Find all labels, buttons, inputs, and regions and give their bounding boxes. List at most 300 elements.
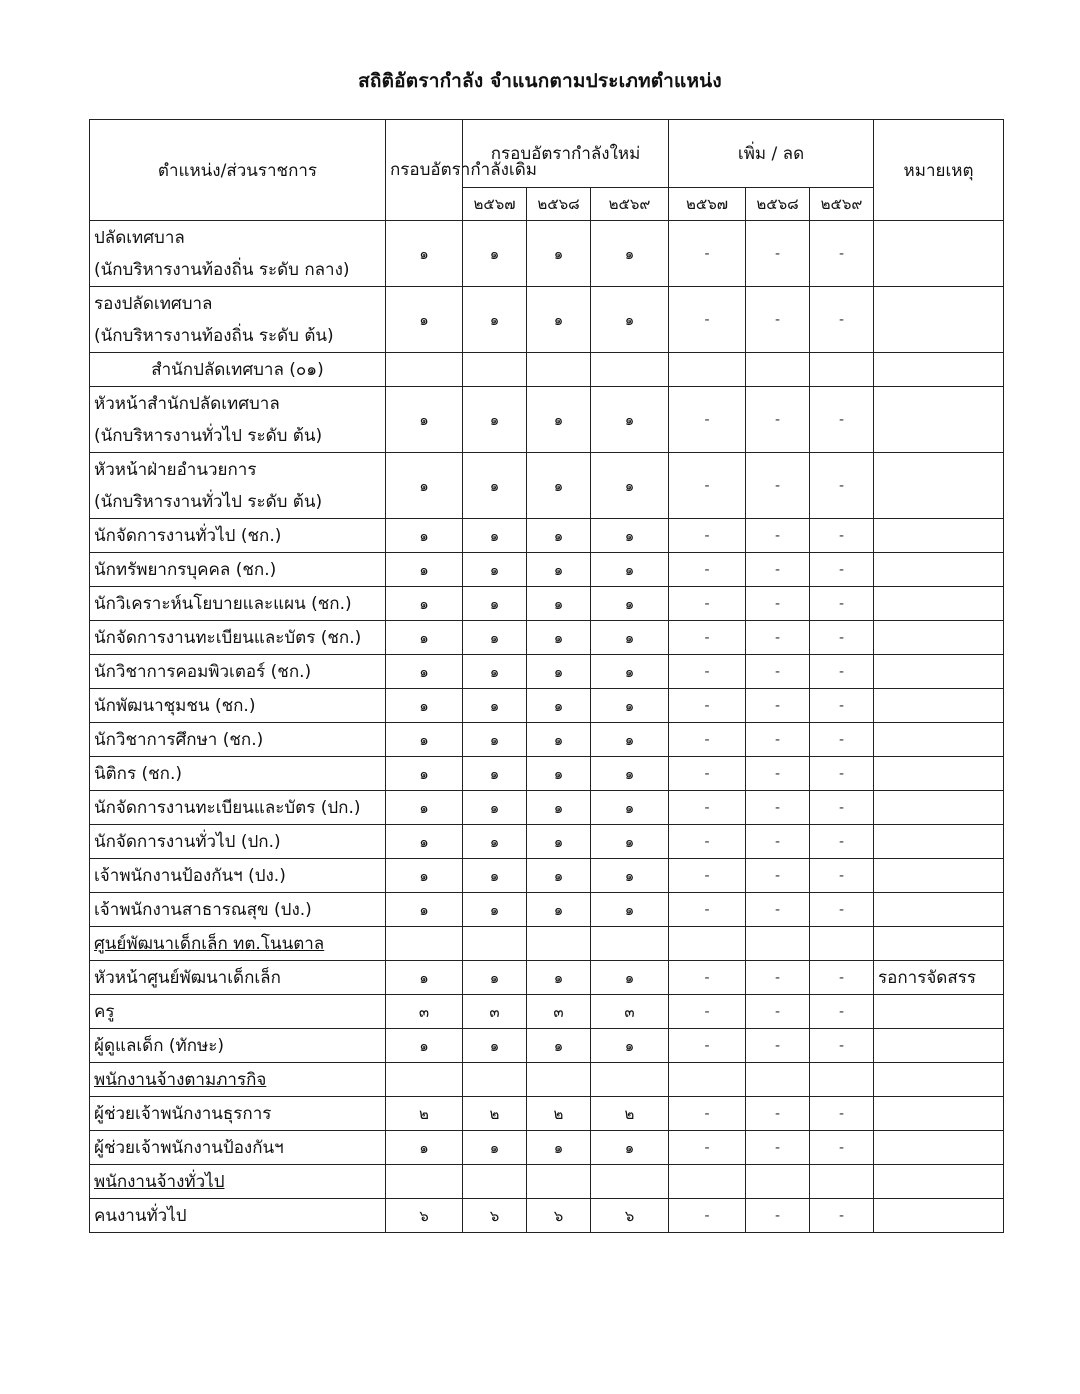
cell-new-2568: ๑: [527, 893, 591, 927]
section-heading: ศูนย์พัฒนาเด็กเล็ก ทต.โนนตาล: [90, 927, 386, 961]
header-change-year: ๒๕๖๗: [669, 188, 746, 221]
cell-change-2569: -: [810, 757, 874, 791]
cell-change-2568: -: [746, 1029, 810, 1063]
table-row: [90, 553, 1004, 587]
empty-cell: [386, 927, 463, 961]
cell-change-2567: -: [669, 893, 746, 927]
empty-cell: [527, 353, 591, 387]
empty-cell: [463, 1165, 527, 1199]
cell-new-2568: ๑: [527, 655, 591, 689]
cell-change-2569: -: [810, 587, 874, 621]
cell-new-2569: ๑: [591, 453, 669, 519]
position-line: (นักบริหารงานทั่วไป ระดับ ต้น): [94, 425, 323, 446]
cell-old-frame: ๑: [386, 825, 463, 859]
position-line: ผู้ดูแลเด็ก (ทักษะ): [94, 1035, 225, 1056]
table-row: [90, 995, 1004, 1029]
table-body: [90, 221, 1004, 1233]
position-line: หัวหน้าศูนย์พัฒนาเด็กเล็ก: [94, 967, 281, 988]
cell-position: [90, 1029, 386, 1063]
cell-new-2567: ๓: [463, 995, 527, 1029]
cell-new-2568: ๑: [527, 723, 591, 757]
table-row: [90, 1199, 1004, 1233]
empty-cell: [669, 927, 746, 961]
empty-cell: [591, 353, 669, 387]
cell-note: [874, 221, 1004, 287]
cell-note: [874, 723, 1004, 757]
cell-new-2569: ๑: [591, 791, 669, 825]
table-row: [90, 1097, 1004, 1131]
position-line: เจ้าพนักงานป้องกันฯ (ปง.): [94, 865, 286, 886]
cell-position: [90, 1097, 386, 1131]
empty-cell: [463, 353, 527, 387]
empty-cell: [463, 1063, 527, 1097]
cell-change-2567: -: [669, 723, 746, 757]
cell-change-2569: -: [810, 961, 874, 995]
table-row: [90, 587, 1004, 621]
empty-cell: [527, 927, 591, 961]
cell-change-2567: -: [669, 961, 746, 995]
cell-position: [90, 621, 386, 655]
page-title: สถิติอัตรากำลัง จำแนกตามประเภทตำแหน่ง: [358, 70, 722, 92]
cell-change-2568: -: [746, 893, 810, 927]
cell-position: [90, 825, 386, 859]
cell-new-2568: ๑: [527, 453, 591, 519]
cell-old-frame: ๑: [386, 757, 463, 791]
cell-new-2568: ๑: [527, 791, 591, 825]
position-line: นักจัดการงานทั่วไป (ชก.): [94, 525, 282, 546]
cell-new-2568: ๑: [527, 961, 591, 995]
cell-note: [874, 655, 1004, 689]
cell-new-2569: ๑: [591, 587, 669, 621]
cell-change-2567: -: [669, 519, 746, 553]
cell-position: [90, 519, 386, 553]
section-row: [90, 1165, 1004, 1199]
header-change-year: ๒๕๖๘: [746, 188, 810, 221]
table-row: [90, 1029, 1004, 1063]
empty-cell: [874, 353, 1004, 387]
cell-change-2567: -: [669, 453, 746, 519]
cell-new-2569: ๑: [591, 893, 669, 927]
cell-note: [874, 287, 1004, 353]
position-line: นักวิเคราะห์นโยบายและแผน (ชก.): [94, 593, 352, 614]
cell-note: [874, 1097, 1004, 1131]
cell-new-2569: ๑: [591, 859, 669, 893]
position-line: นักพัฒนาชุมชน (ชก.): [94, 695, 256, 716]
position-line: นิติกร (ชก.): [94, 763, 182, 784]
cell-position: [90, 387, 386, 453]
cell-new-2567: ๑: [463, 519, 527, 553]
cell-note: [874, 689, 1004, 723]
position-line: รองปลัดเทศบาล: [94, 293, 213, 314]
cell-position: [90, 893, 386, 927]
empty-cell: [669, 1165, 746, 1199]
cell-new-2569: ๑: [591, 553, 669, 587]
header-new-year: ๒๕๖๙: [591, 188, 669, 221]
cell-change-2567: -: [669, 587, 746, 621]
cell-change-2567: -: [669, 1029, 746, 1063]
cell-change-2568: -: [746, 387, 810, 453]
cell-change-2567: -: [669, 1131, 746, 1165]
position-line: คนงานทั่วไป: [94, 1205, 187, 1226]
cell-change-2567: -: [669, 221, 746, 287]
cell-change-2567: -: [669, 689, 746, 723]
cell-note: [874, 553, 1004, 587]
cell-new-2569: ๑: [591, 757, 669, 791]
cell-new-2568: ๑: [527, 221, 591, 287]
cell-new-2569: ๑: [591, 689, 669, 723]
cell-change-2568: -: [746, 791, 810, 825]
cell-new-2568: ๒: [527, 1097, 591, 1131]
position-line: เจ้าพนักงานสาธารณสุข (ปง.): [94, 899, 312, 920]
empty-cell: [874, 927, 1004, 961]
cell-new-2568: ๑: [527, 387, 591, 453]
position-line: นักทรัพยากรบุคคล (ชก.): [94, 559, 277, 580]
cell-change-2569: -: [810, 1199, 874, 1233]
section-row: [90, 1063, 1004, 1097]
cell-change-2569: -: [810, 1029, 874, 1063]
cell-new-2567: ๑: [463, 621, 527, 655]
header-position: ตำแหน่ง/ส่วนราชการ: [90, 120, 386, 221]
cell-new-2568: ๑: [527, 519, 591, 553]
cell-position: [90, 757, 386, 791]
cell-change-2567: -: [669, 791, 746, 825]
cell-change-2569: -: [810, 453, 874, 519]
cell-change-2568: -: [746, 287, 810, 353]
cell-note: [874, 893, 1004, 927]
cell-new-2569: ๑: [591, 655, 669, 689]
cell-note: [874, 587, 1004, 621]
cell-new-2567: ๑: [463, 387, 527, 453]
cell-new-2569: ๑: [591, 1029, 669, 1063]
cell-new-2568: ๓: [527, 995, 591, 1029]
position-line: ผู้ช่วยเจ้าพนักงานป้องกันฯ: [94, 1137, 284, 1158]
cell-change-2567: -: [669, 995, 746, 1029]
cell-new-2569: ๑: [591, 221, 669, 287]
cell-change-2569: -: [810, 287, 874, 353]
cell-new-2568: ๑: [527, 621, 591, 655]
cell-change-2569: -: [810, 655, 874, 689]
cell-note: [874, 453, 1004, 519]
cell-change-2568: -: [746, 587, 810, 621]
cell-change-2568: -: [746, 1097, 810, 1131]
position-line: ปลัดเทศบาล: [94, 227, 185, 248]
cell-note: [874, 791, 1004, 825]
cell-new-2568: ๑: [527, 689, 591, 723]
cell-position: [90, 221, 386, 287]
cell-new-2569: ๑: [591, 1131, 669, 1165]
empty-cell: [746, 927, 810, 961]
cell-new-2567: ๑: [463, 553, 527, 587]
table-row: [90, 723, 1004, 757]
cell-new-2569: ๑: [591, 723, 669, 757]
cell-change-2567: -: [669, 621, 746, 655]
cell-old-frame: ๒: [386, 1097, 463, 1131]
table-row: [90, 621, 1004, 655]
header-note: หมายเหตุ: [874, 120, 1004, 221]
cell-change-2569: -: [810, 689, 874, 723]
cell-change-2568: -: [746, 453, 810, 519]
header-new-frame: กรอบอัตรากำลังใหม่: [463, 120, 669, 188]
cell-change-2567: -: [669, 553, 746, 587]
cell-note: [874, 757, 1004, 791]
cell-change-2568: -: [746, 689, 810, 723]
cell-new-2569: ๖: [591, 1199, 669, 1233]
cell-new-2567: ๑: [463, 961, 527, 995]
cell-note: รอการจัดสรร: [874, 961, 1004, 995]
cell-change-2568: -: [746, 995, 810, 1029]
cell-new-2568: ๑: [527, 757, 591, 791]
cell-note: [874, 621, 1004, 655]
cell-change-2567: -: [669, 825, 746, 859]
position-line: ผู้ช่วยเจ้าพนักงานธุรการ: [94, 1103, 272, 1124]
cell-note: [874, 859, 1004, 893]
table-row: [90, 519, 1004, 553]
position-line: ครู: [94, 1001, 115, 1022]
cell-old-frame: ๑: [386, 587, 463, 621]
cell-new-2568: ๑: [527, 287, 591, 353]
cell-new-2567: ๑: [463, 221, 527, 287]
cell-old-frame: ๓: [386, 995, 463, 1029]
position-line: นักจัดการงานทะเบียนและบัตร (ชก.): [94, 627, 362, 648]
position-line: (นักบริหารงานท้องถิ่น ระดับ กลาง): [94, 259, 350, 280]
cell-position: [90, 655, 386, 689]
cell-change-2569: -: [810, 893, 874, 927]
cell-new-2567: ๑: [463, 1029, 527, 1063]
cell-old-frame: ๑: [386, 453, 463, 519]
cell-change-2569: -: [810, 825, 874, 859]
table-row: [90, 221, 1004, 287]
cell-new-2569: ๑: [591, 621, 669, 655]
cell-old-frame: ๑: [386, 1029, 463, 1063]
table-row: [90, 1131, 1004, 1165]
cell-new-2568: ๑: [527, 825, 591, 859]
position-line: นักจัดการงานทะเบียนและบัตร (ปก.): [94, 797, 361, 818]
cell-new-2567: ๑: [463, 859, 527, 893]
cell-new-2568: ๑: [527, 1131, 591, 1165]
section-heading: สำนักปลัดเทศบาล (๐๑): [90, 353, 386, 387]
cell-new-2567: ๑: [463, 689, 527, 723]
cell-old-frame: ๑: [386, 221, 463, 287]
cell-new-2567: ๑: [463, 791, 527, 825]
cell-change-2567: -: [669, 287, 746, 353]
table-row: [90, 757, 1004, 791]
cell-old-frame: ๑: [386, 723, 463, 757]
position-line: นักวิชาการคอมพิวเตอร์ (ชก.): [94, 661, 312, 682]
cell-new-2567: ๖: [463, 1199, 527, 1233]
empty-cell: [810, 1063, 874, 1097]
cell-old-frame: ๑: [386, 553, 463, 587]
cell-old-frame: ๑: [386, 387, 463, 453]
cell-position: [90, 287, 386, 353]
header-change-year: ๒๕๖๙: [810, 188, 874, 221]
empty-cell: [810, 1165, 874, 1199]
cell-new-2569: ๑: [591, 961, 669, 995]
cell-change-2567: -: [669, 1097, 746, 1131]
cell-change-2567: -: [669, 387, 746, 453]
position-line: หัวหน้าฝ่ายอำนวยการ: [94, 459, 257, 480]
cell-old-frame: ๑: [386, 655, 463, 689]
cell-change-2568: -: [746, 1199, 810, 1233]
cell-note: [874, 1199, 1004, 1233]
section-heading: พนักงานจ้างทั่วไป: [90, 1165, 386, 1199]
cell-old-frame: ๑: [386, 791, 463, 825]
cell-new-2567: ๑: [463, 287, 527, 353]
cell-change-2568: -: [746, 723, 810, 757]
cell-old-frame: ๖: [386, 1199, 463, 1233]
empty-cell: [669, 1063, 746, 1097]
cell-new-2569: ๑: [591, 519, 669, 553]
cell-old-frame: ๑: [386, 689, 463, 723]
cell-new-2569: ๒: [591, 1097, 669, 1131]
empty-cell: [386, 353, 463, 387]
cell-change-2569: -: [810, 723, 874, 757]
cell-change-2568: -: [746, 519, 810, 553]
cell-change-2568: -: [746, 655, 810, 689]
cell-new-2568: ๑: [527, 587, 591, 621]
cell-new-2567: ๑: [463, 893, 527, 927]
cell-change-2569: -: [810, 995, 874, 1029]
table-row: [90, 287, 1004, 353]
cell-change-2569: -: [810, 1131, 874, 1165]
cell-new-2568: ๖: [527, 1199, 591, 1233]
position-line: นักจัดการงานทั่วไป (ปก.): [94, 831, 281, 852]
cell-position: [90, 689, 386, 723]
cell-old-frame: ๑: [386, 621, 463, 655]
cell-change-2569: -: [810, 859, 874, 893]
cell-change-2569: -: [810, 621, 874, 655]
cell-note: [874, 825, 1004, 859]
table-row: [90, 859, 1004, 893]
cell-note: [874, 995, 1004, 1029]
cell-new-2569: ๓: [591, 995, 669, 1029]
empty-cell: [591, 927, 669, 961]
empty-cell: [746, 1165, 810, 1199]
table-row: [90, 453, 1004, 519]
empty-cell: [746, 1063, 810, 1097]
cell-change-2569: -: [810, 1097, 874, 1131]
cell-new-2569: ๑: [591, 287, 669, 353]
cell-position: [90, 859, 386, 893]
table-row: [90, 655, 1004, 689]
cell-change-2567: -: [669, 1199, 746, 1233]
cell-change-2569: -: [810, 221, 874, 287]
cell-position: [90, 587, 386, 621]
empty-cell: [810, 353, 874, 387]
cell-new-2569: ๑: [591, 825, 669, 859]
cell-old-frame: ๑: [386, 1131, 463, 1165]
table-row: [90, 893, 1004, 927]
cell-new-2567: ๑: [463, 825, 527, 859]
cell-change-2568: -: [746, 221, 810, 287]
header-new-year: ๒๕๖๘: [527, 188, 591, 221]
position-line: (นักบริหารงานทั่วไป ระดับ ต้น): [94, 491, 323, 512]
cell-change-2568: -: [746, 859, 810, 893]
header-change: เพิ่ม / ลด: [669, 120, 874, 188]
cell-change-2567: -: [669, 655, 746, 689]
cell-change-2568: -: [746, 621, 810, 655]
cell-position: [90, 791, 386, 825]
cell-change-2569: -: [810, 519, 874, 553]
empty-cell: [591, 1165, 669, 1199]
cell-new-2569: ๑: [591, 387, 669, 453]
cell-new-2567: ๑: [463, 1131, 527, 1165]
cell-new-2568: ๑: [527, 859, 591, 893]
cell-change-2567: -: [669, 757, 746, 791]
header-new-year: ๒๕๖๗: [463, 188, 527, 221]
cell-position: [90, 995, 386, 1029]
empty-cell: [669, 353, 746, 387]
cell-new-2567: ๑: [463, 655, 527, 689]
cell-old-frame: ๑: [386, 859, 463, 893]
table-row: [90, 689, 1004, 723]
cell-position: [90, 961, 386, 995]
cell-position: [90, 1131, 386, 1165]
section-heading: พนักงานจ้างตามภารกิจ: [90, 1063, 386, 1097]
cell-new-2568: ๑: [527, 553, 591, 587]
cell-old-frame: ๑: [386, 519, 463, 553]
cell-new-2567: ๑: [463, 453, 527, 519]
cell-change-2569: -: [810, 791, 874, 825]
cell-note: [874, 387, 1004, 453]
cell-change-2568: -: [746, 825, 810, 859]
cell-new-2568: ๑: [527, 1029, 591, 1063]
empty-cell: [591, 1063, 669, 1097]
empty-cell: [386, 1165, 463, 1199]
staffing-table: [89, 119, 1004, 1233]
position-line: นักวิชาการศึกษา (ชก.): [94, 729, 264, 750]
cell-new-2567: ๑: [463, 757, 527, 791]
cell-position: [90, 553, 386, 587]
table-row: [90, 387, 1004, 453]
cell-old-frame: ๑: [386, 961, 463, 995]
cell-new-2567: ๒: [463, 1097, 527, 1131]
section-row: [90, 927, 1004, 961]
table-row: [90, 825, 1004, 859]
cell-change-2569: -: [810, 553, 874, 587]
cell-position: [90, 453, 386, 519]
cell-old-frame: ๑: [386, 893, 463, 927]
section-row: [90, 353, 1004, 387]
cell-position: [90, 723, 386, 757]
empty-cell: [386, 1063, 463, 1097]
cell-change-2568: -: [746, 961, 810, 995]
cell-new-2567: ๑: [463, 723, 527, 757]
cell-change-2569: -: [810, 387, 874, 453]
cell-old-frame: ๑: [386, 287, 463, 353]
cell-change-2568: -: [746, 757, 810, 791]
cell-change-2567: -: [669, 859, 746, 893]
empty-cell: [874, 1165, 1004, 1199]
empty-cell: [810, 927, 874, 961]
empty-cell: [463, 927, 527, 961]
empty-cell: [874, 1063, 1004, 1097]
cell-change-2568: -: [746, 553, 810, 587]
empty-cell: [746, 353, 810, 387]
cell-new-2567: ๑: [463, 587, 527, 621]
table-row: [90, 961, 1004, 995]
cell-change-2568: -: [746, 1131, 810, 1165]
cell-note: [874, 1029, 1004, 1063]
table-row: [90, 791, 1004, 825]
header-old-frame: กรอบอัตรากำลังเดิม: [386, 120, 463, 221]
cell-note: [874, 1131, 1004, 1165]
cell-note: [874, 519, 1004, 553]
position-line: (นักบริหารงานท้องถิ่น ระดับ ต้น): [94, 325, 334, 346]
position-line: หัวหน้าสำนักปลัดเทศบาล: [94, 393, 280, 414]
empty-cell: [527, 1063, 591, 1097]
cell-position: [90, 1199, 386, 1233]
empty-cell: [527, 1165, 591, 1199]
